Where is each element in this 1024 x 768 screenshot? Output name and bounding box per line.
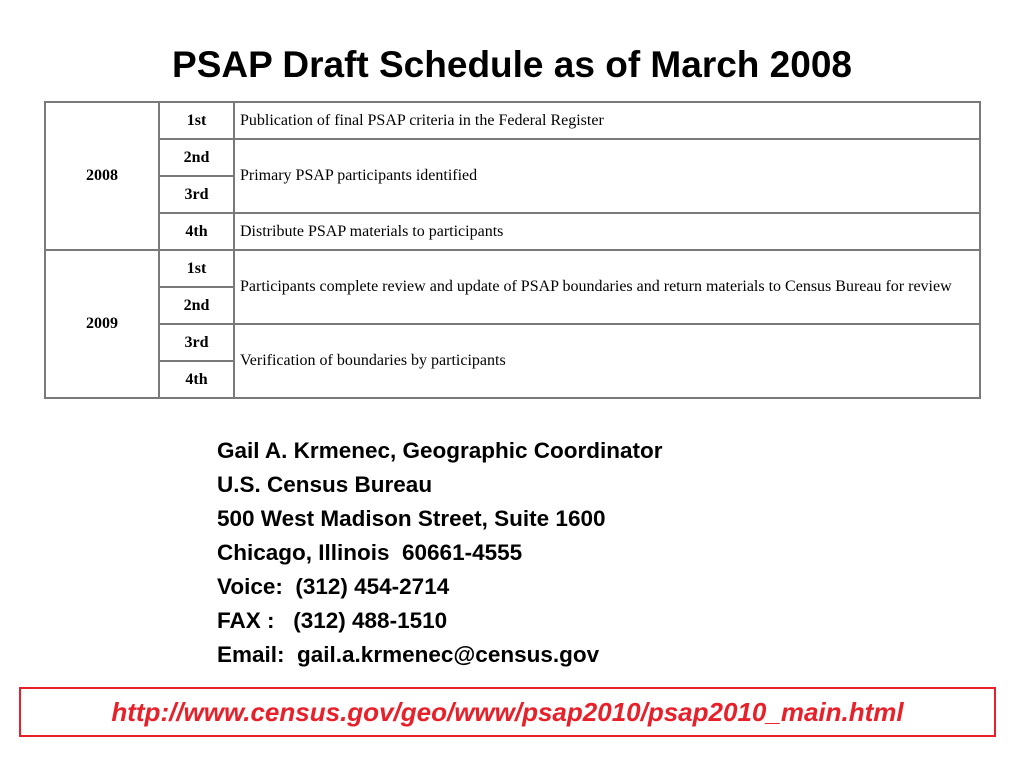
description-cell: Verification of boundaries by participants <box>234 324 980 398</box>
quarter-cell: 1st <box>159 102 234 139</box>
quarter-cell: 4th <box>159 361 234 398</box>
contact-block <box>217 434 663 672</box>
table-row <box>45 250 980 287</box>
contact-voice: Voice: (312) 454-2714 <box>217 574 450 599</box>
description-cell: Primary PSAP participants identified <box>234 139 980 213</box>
quarter-cell: 3rd <box>159 176 234 213</box>
table-row <box>45 324 980 361</box>
contact-organization: U.S. Census Bureau <box>217 472 433 497</box>
page-title: PSAP Draft Schedule as of March 2008 <box>172 44 852 85</box>
quarter-cell: 2nd <box>159 139 234 176</box>
psap-url-link[interactable]: http://www.census.gov/geo/www/psap2010/psap2010_main.html <box>111 696 904 727</box>
contact-city: Chicago, Illinois 60661-4555 <box>217 540 523 565</box>
year-cell-2008: 2008 <box>45 102 159 250</box>
contact-email[interactable]: Email: gail.a.krmenec@census.gov <box>217 642 600 667</box>
contact-name: Gail A. Krmenec, Geographic Coordinator <box>217 438 663 463</box>
contact-street: 500 West Madison Street, Suite 1600 <box>217 506 606 531</box>
table-row <box>45 213 980 250</box>
description-cell: Distribute PSAP materials to participants <box>234 213 980 250</box>
table-row <box>45 102 980 139</box>
table-row <box>45 139 980 176</box>
quarter-cell: 1st <box>159 250 234 287</box>
schedule-table <box>44 101 981 399</box>
url-box <box>19 687 996 737</box>
quarter-cell: 2nd <box>159 287 234 324</box>
quarter-cell: 3rd <box>159 324 234 361</box>
description-cell: Participants complete review and update of PSAP boundaries and return materials to Census Bureau for review <box>234 250 980 324</box>
contact-fax: FAX : (312) 488-1510 <box>217 608 448 633</box>
year-cell-2009: 2009 <box>45 250 159 398</box>
description-cell: Publication of final PSAP criteria in the Federal Register <box>234 102 980 139</box>
quarter-cell: 4th <box>159 213 234 250</box>
